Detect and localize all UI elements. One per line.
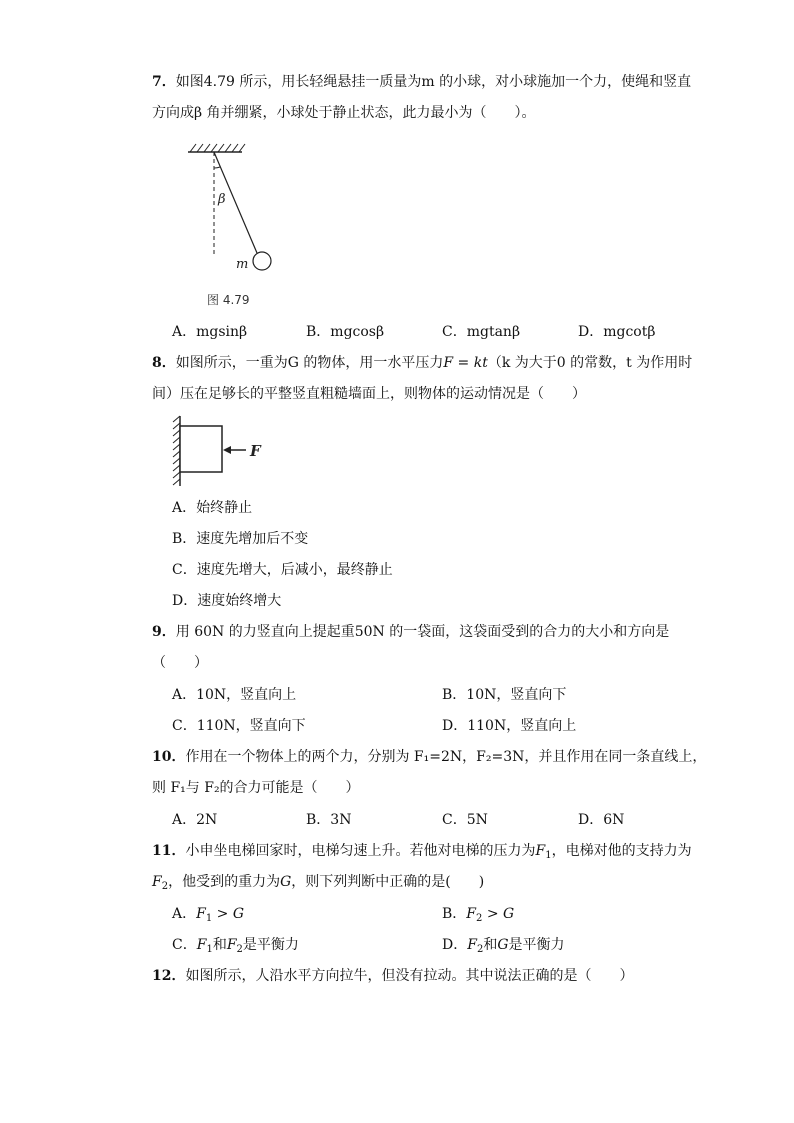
- q9-option-b[interactable]: B．10N，竖直向下: [442, 687, 567, 703]
- q7-angle-label: β: [218, 192, 226, 207]
- q11-option-d-sub2: 2: [476, 944, 484, 955]
- q12-text-line1: 如图所示，人沿水平方向拉牛，但没有拉动。其中说法正确的是（ ）: [185, 968, 634, 984]
- q11-text-post: ，电梯对他的支持力为: [551, 843, 692, 859]
- q11-option-c-sub1: 1: [206, 944, 213, 955]
- q11-text-line2-post: ，则下列判断中正确的是( ): [291, 874, 485, 890]
- q11-option-d-mid: 和: [483, 937, 498, 953]
- q7-option-c[interactable]: C．mgtanβ: [442, 324, 521, 340]
- q11-option-d[interactable]: [442, 935, 565, 960]
- q11-option-c-f2: F: [226, 937, 237, 953]
- q11-option-c-sub2: 2: [236, 944, 243, 955]
- q11-option-b-sub: 2: [476, 913, 483, 924]
- q10-line1: [152, 747, 732, 767]
- q10-option-c[interactable]: C．5N: [442, 812, 488, 828]
- q11-option-a-rest: > G: [212, 906, 245, 922]
- q11-sym-f1: F: [535, 843, 546, 859]
- q11-option-c-label: C．: [172, 937, 197, 953]
- q10-option-d[interactable]: D．6N: [578, 812, 625, 828]
- q9-option-a[interactable]: A．10N，竖直向上: [172, 687, 297, 703]
- q8-line1: [152, 353, 732, 373]
- q11-option-b-rest: > G: [482, 906, 515, 922]
- q11-option-c[interactable]: [172, 935, 299, 960]
- q9-line1: [152, 622, 732, 642]
- q8-wall-block-figure: [170, 414, 280, 489]
- q11-sym-f2: F: [152, 874, 162, 890]
- q8-formula: F = kt: [443, 355, 488, 371]
- q7-option-d[interactable]: D．mgcotβ: [578, 324, 656, 340]
- q9-option-d[interactable]: D．110N，竖直向上: [442, 718, 577, 734]
- q7-line2: 方向成β 角并绷紧，小球处于静止状态，此力最小为（ ）。: [152, 105, 536, 121]
- q7-mass-label: m: [236, 257, 249, 272]
- q11-line2: [152, 872, 732, 897]
- q11-option-d-f2: F: [467, 937, 477, 953]
- q7-text-line1: 如图4.79 所示，用长轻绳悬挂一质量为m 的小球，对小球施加一个力，使绳和竖直: [175, 74, 692, 90]
- q11-option-c-end: 是平衡力: [242, 937, 299, 953]
- q11-option-c-f1: F: [196, 937, 207, 953]
- q10-option-a[interactable]: A．2N: [172, 812, 218, 828]
- q9-option-c[interactable]: C．110N，竖直向下: [172, 718, 306, 734]
- q11-option-a-sub: 1: [205, 913, 213, 924]
- q8-line2: 间）压在足够长的平整竖直粗糙墙面上，则物体的运动情况是（ ）: [152, 386, 586, 402]
- q10-text-line1: 作用在一个物体上的两个力，分别为 F₁=2N，F₂=3N，并且作用在同一条直线上，: [185, 749, 707, 765]
- q9-number: 9．: [152, 624, 176, 640]
- q7-option-b[interactable]: B．mgcosβ: [306, 324, 385, 340]
- q10-line2: 则 F₁与 F₂的合力可能是（ ）: [152, 780, 360, 796]
- q11-option-b-label: B．: [442, 906, 467, 922]
- q11-option-a[interactable]: [172, 904, 244, 929]
- q8-option-b[interactable]: B．速度先增加后不变: [172, 531, 309, 547]
- q11-option-a-f: F: [196, 906, 206, 922]
- q10-number: 10．: [152, 749, 186, 765]
- q9-line2: （ ）: [152, 655, 208, 671]
- q8-option-c[interactable]: C．速度先增大，后减小，最终静止: [172, 562, 393, 578]
- q7-figure-caption: 图 4.79: [207, 293, 250, 307]
- q8-option-d[interactable]: D．速度始终增大: [172, 593, 282, 609]
- q12-number: 12．: [152, 968, 186, 984]
- q8-force-label: F: [250, 442, 261, 460]
- q11-option-b-f: F: [466, 906, 477, 922]
- q9-text-line1: 用 60N 的力竖直向上提起重50N 的一袋面，这袋面受到的合力的大小和方向是: [175, 624, 670, 640]
- q11-option-b[interactable]: [442, 904, 514, 929]
- q11-sym-g: G: [280, 874, 292, 890]
- q7-number: 7．: [152, 74, 176, 90]
- q11-line1: [152, 841, 732, 866]
- q11-option-a-label: A．: [172, 906, 197, 922]
- q11-option-d-label: D．: [442, 937, 468, 953]
- q10-option-b[interactable]: B．3N: [306, 812, 352, 828]
- q11-number: 11．: [152, 843, 186, 859]
- q7-line1: [152, 72, 732, 92]
- q11-sub-1: 1: [545, 850, 552, 861]
- q11-sub-2: 2: [161, 881, 169, 892]
- q11-option-d-end: 是平衡力: [508, 937, 565, 953]
- q11-option-c-mid: 和: [212, 937, 227, 953]
- q11-text-pre: 小申坐电梯回家时，电梯匀速上升。若他对电梯的压力为: [185, 843, 536, 859]
- q11-text-line2-pre: ，他受到的重力为: [168, 874, 281, 890]
- q8-text-post: （k 为大于0 的常数，t 为作用时: [487, 355, 693, 371]
- q8-number: 8．: [152, 355, 176, 371]
- q7-option-a[interactable]: A．mgsinβ: [172, 324, 248, 340]
- q12-line1: [152, 966, 732, 986]
- q8-text-pre: 如图所示，一重为G 的物体，用一水平压力: [175, 355, 444, 371]
- q8-option-a[interactable]: A．始终静止: [172, 500, 253, 516]
- q11-option-d-g: G: [497, 937, 509, 953]
